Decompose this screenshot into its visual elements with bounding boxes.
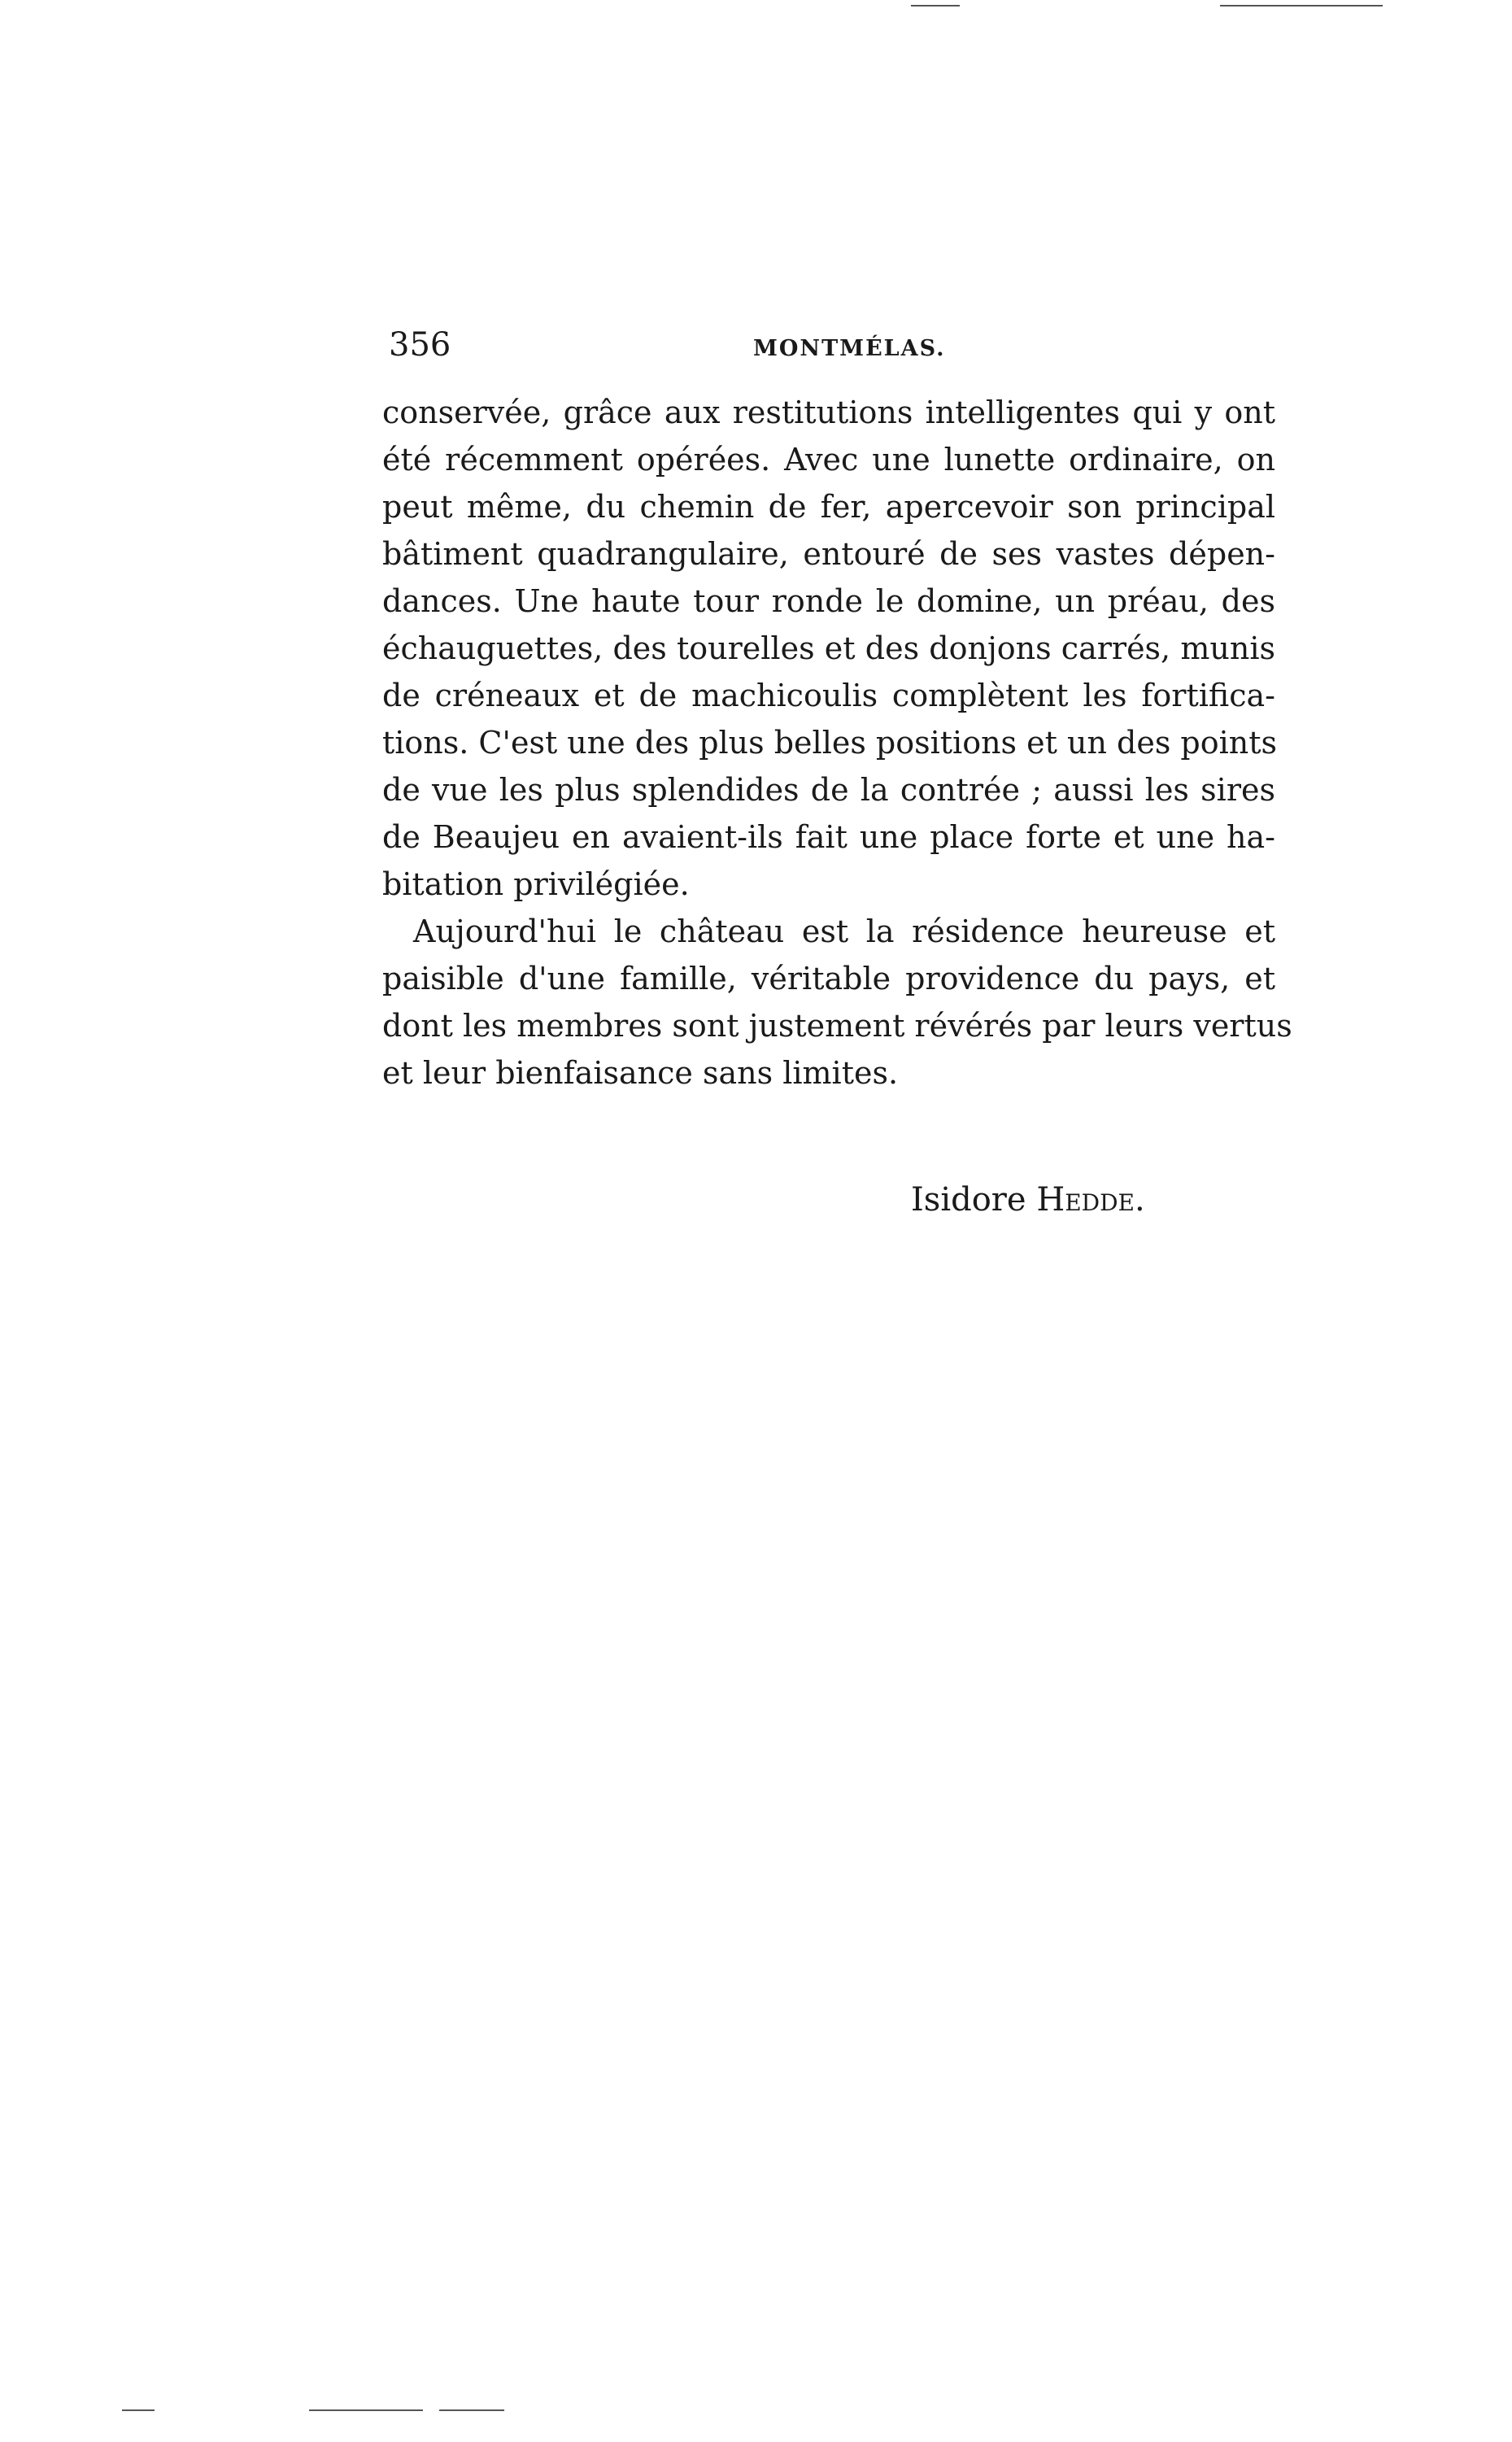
text-line: tions. C'est une des plus belles positions et un des points: [382, 725, 1277, 761]
text-line: bitation privilégiée.: [382, 866, 690, 902]
scan-edge-mark: [309, 2409, 423, 2411]
page-number: 356: [389, 326, 451, 364]
author-first-name: Isidore: [911, 1181, 1026, 1219]
text-line: Aujourd'hui le château est la résidence heureuse et: [413, 914, 1275, 949]
text-line: de vue les plus splendides de la contrée ; aussi les sires: [382, 772, 1275, 808]
section-title: MONTMÉLAS.: [753, 336, 946, 361]
text-line: bâtiment quadrangulaire, entouré de ses vastes dépen-: [382, 536, 1275, 572]
scan-edge-mark: [1220, 5, 1383, 7]
text-line: paisible d'une famille, véritable providence du pays, et: [382, 961, 1275, 996]
text-line: dances. Une haute tour ronde le domine, un préau, des: [382, 583, 1275, 619]
scan-edge-mark: [911, 5, 960, 7]
body-text: [382, 389, 1292, 1097]
author-last-name: Hedde.: [1036, 1181, 1145, 1219]
text-line: été récemment opérées. Avec une lunette ordinaire, on: [382, 442, 1275, 477]
text-line: dont les membres sont justement révérés par leurs vertus: [382, 1008, 1292, 1044]
scan-edge-mark: [439, 2409, 504, 2411]
text-line: et leur bienfaisance sans limites.: [382, 1055, 899, 1091]
scan-edge-mark: [122, 2409, 155, 2411]
text-line: de créneaux et de machicoulis complètent les fortifica-: [382, 678, 1275, 713]
running-head: [389, 325, 1275, 366]
author-signature: [911, 1180, 1145, 1220]
paragraph: [382, 389, 1275, 908]
text-line: de Beaujeu en avaient-ils fait une place forte et une ha-: [382, 819, 1275, 855]
text-line: conservée, grâce aux restitutions intelligentes qui y ont: [382, 395, 1275, 430]
paragraph: [382, 908, 1292, 1097]
text-line: échauguettes, des tourelles et des donjons carrés, munis: [382, 630, 1275, 666]
text-line: peut même, du chemin de fer, apercevoir son principal: [382, 489, 1275, 525]
